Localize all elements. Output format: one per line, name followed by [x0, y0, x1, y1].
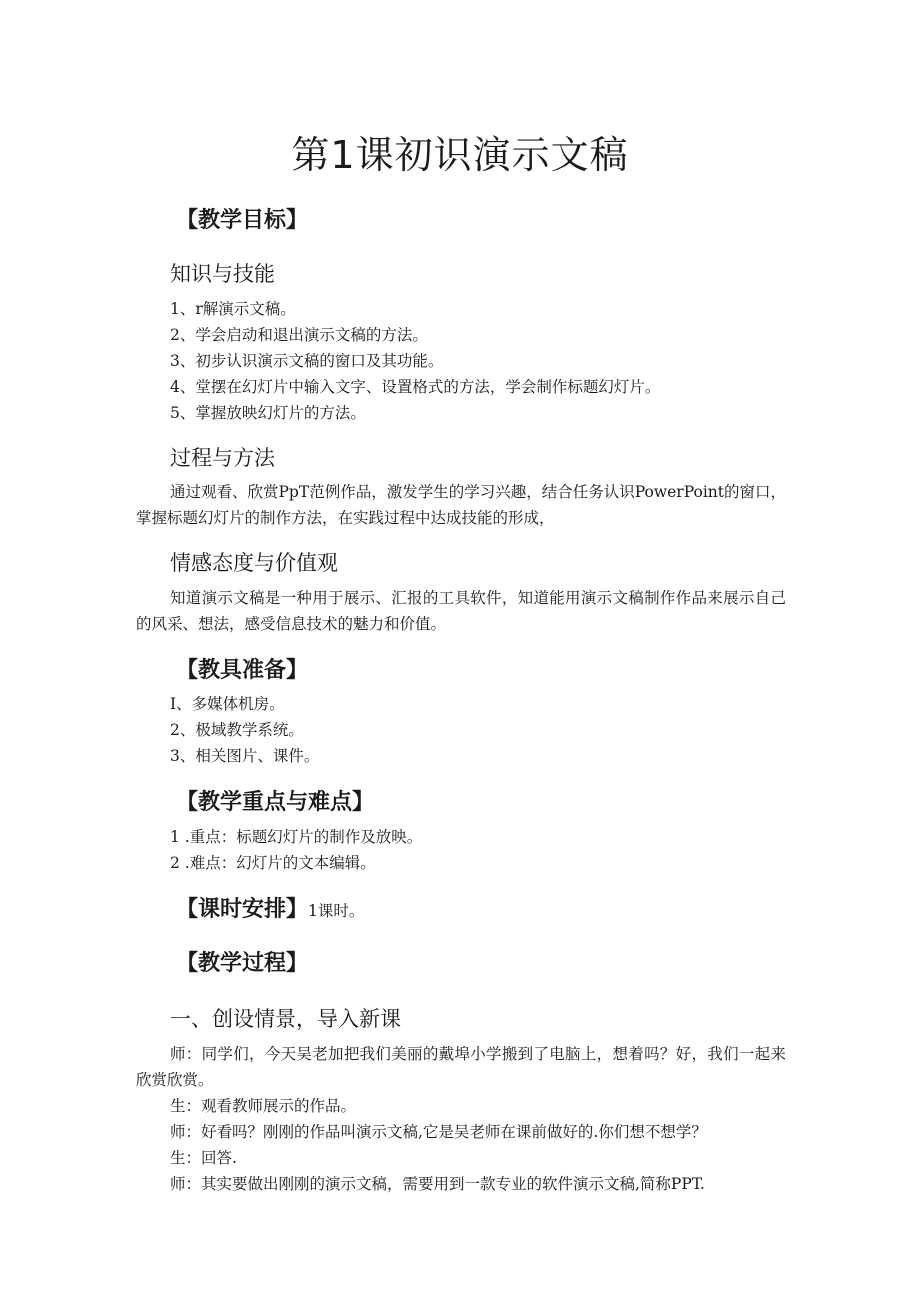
- emotion-paragraph: 知道演示文稿是一种用于展示、汇报的工具软件，知道能用演示文稿制作作品来展示自己的风采、想法，感受信息技术的魅力和价值。: [136, 589, 786, 633]
- process-paragraph: 通过观看、欣赏PpT范例作品，激发学生的学习兴趣，结合任务认识PowerPoint的窗口，掌握标题幻灯片的制作方法，在实践过程中达成技能的形成，: [136, 483, 786, 527]
- knowledge-item: 4、堂摆在幻灯片中输入文字、设置格式的方法，学会制作标题幻灯片。: [170, 378, 661, 396]
- emotion-heading: 情感态度与价值观: [170, 551, 338, 575]
- schedule-heading: [176, 892, 364, 923]
- page-title: 第1课初识演示文稿: [291, 133, 629, 177]
- tools-heading: 【教具准备】: [176, 658, 309, 683]
- knowledge-heading: 知识与技能: [170, 262, 275, 286]
- objectives-heading: 【教学目标】: [176, 208, 309, 233]
- process-heading: 过程与方法: [170, 446, 275, 470]
- schedule-label: 【课时安排】: [176, 897, 309, 922]
- knowledge-item: 2、学会启动和退出演示文稿的方法。: [170, 326, 428, 344]
- schedule-value: 1课时。: [308, 902, 365, 920]
- keypoints-heading: 【教学重点与难点】: [176, 790, 375, 815]
- keypoints-item: 1 .重点：标题幻灯片的制作及放映。: [170, 828, 423, 846]
- dialogue-line: 生：回答.: [170, 1149, 237, 1167]
- part1-heading: 一、创设情景，导入新课: [170, 1007, 401, 1031]
- dialogue-line: 师：好看吗？刚刚的作品叫演示文稿,它是吴老师在课前做好的.你们想不想学？: [170, 1123, 707, 1141]
- dialogue-line: 师：其实要做出刚刚的演示文稿，需要用到一款专业的软件演示文稿,简称PPT.: [170, 1175, 705, 1193]
- keypoints-item: 2 .难点：幻灯片的文本编辑。: [170, 854, 376, 872]
- knowledge-item: 5、掌握放映幻灯片的方法。: [170, 404, 366, 422]
- tools-item: 3、相关图片、课件。: [170, 747, 320, 765]
- dialogue-line: 师：同学们，今天吴老加把我们美丽的戴埠小学搬到了电脑上，想着吗？好，我们一起来欣赏欣赏。: [136, 1045, 786, 1089]
- tools-item: 2、极域教学系统。: [170, 721, 304, 739]
- knowledge-item: 1、r解演示文稿。: [170, 300, 296, 318]
- tools-item: I、多媒体机房。: [170, 695, 285, 713]
- knowledge-item: 3、初步认识演示文稿的窗口及其功能。: [170, 352, 444, 370]
- dialogue-line: 生：观看教师展示的作品。: [170, 1097, 357, 1115]
- teaching-process-heading: 【教学过程】: [176, 951, 309, 976]
